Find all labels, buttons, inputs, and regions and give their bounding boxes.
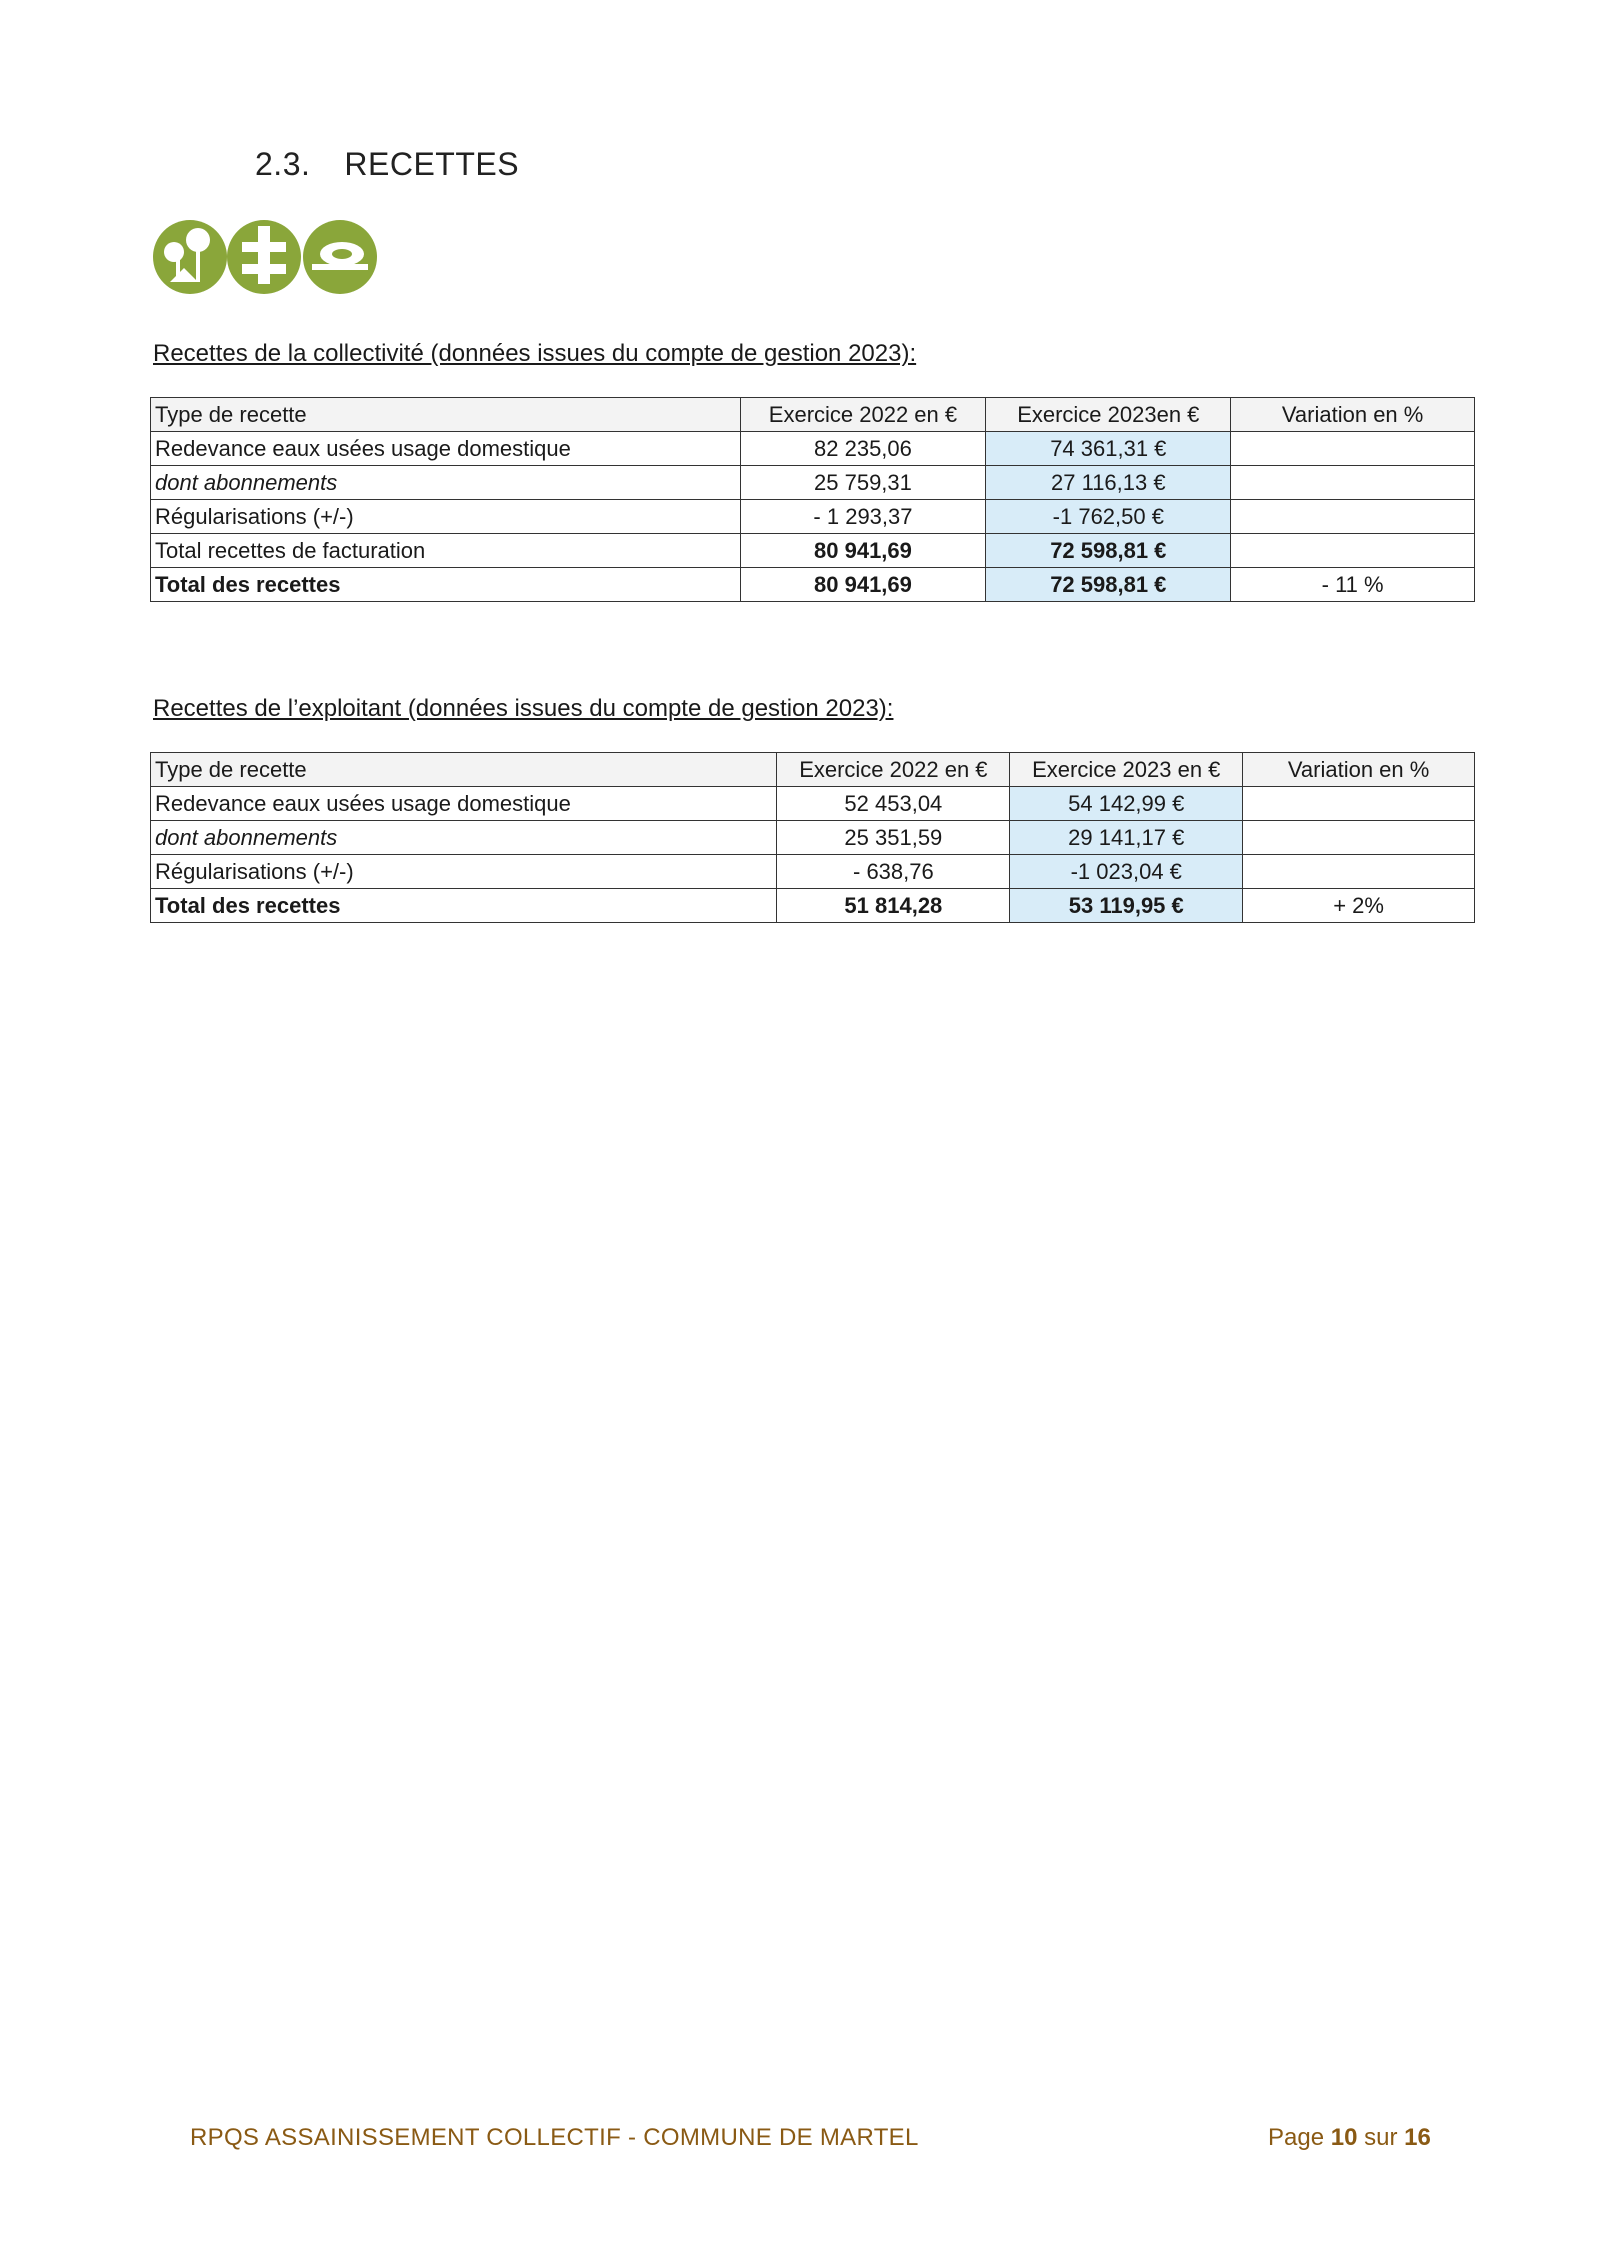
table-row bbox=[151, 432, 1475, 466]
row-2023: 29 141,17 € bbox=[1010, 821, 1243, 855]
table-row bbox=[151, 500, 1475, 534]
row-label: dont abonnements bbox=[151, 466, 741, 500]
ate-logo-icon bbox=[150, 212, 380, 302]
row-variation bbox=[1231, 466, 1475, 500]
row-2022: 80 941,69 bbox=[740, 534, 986, 568]
table-row-total bbox=[151, 889, 1475, 923]
row-2023: 27 116,13 € bbox=[986, 466, 1231, 500]
total-pages: 16 bbox=[1404, 2124, 1431, 2151]
current-page: 10 bbox=[1330, 2124, 1358, 2151]
table-row bbox=[151, 821, 1475, 855]
row-2023: 72 598,81 € bbox=[986, 534, 1231, 568]
row-label: Régularisations (+/-) bbox=[151, 855, 777, 889]
row-variation: - 11 % bbox=[1231, 568, 1475, 602]
page-mid: sur bbox=[1357, 2124, 1405, 2151]
header-type: Type de recette bbox=[151, 398, 741, 432]
row-2023: 72 598,81 € bbox=[986, 568, 1231, 602]
row-label: dont abonnements bbox=[151, 821, 777, 855]
exploitant-caption: Recettes de l’exploitant (données issues du compte de gestion 2023): bbox=[153, 695, 894, 722]
row-2023: 74 361,31 € bbox=[986, 432, 1231, 466]
row-label: Total recettes de facturation bbox=[151, 534, 741, 568]
header-2022: Exercice 2022 en € bbox=[777, 753, 1010, 787]
row-2023: -1 023,04 € bbox=[1010, 855, 1243, 889]
row-2023: -1 762,50 € bbox=[986, 500, 1231, 534]
page-prefix: Page bbox=[1268, 2124, 1331, 2151]
row-label: Redevance eaux usées usage domestique bbox=[151, 432, 741, 466]
row-2022: 80 941,69 bbox=[740, 568, 986, 602]
row-label: Total des recettes bbox=[151, 889, 777, 923]
row-2022: - 1 293,37 bbox=[740, 500, 986, 534]
row-2022: 25 351,59 bbox=[777, 821, 1010, 855]
page-number bbox=[1268, 2124, 1431, 2152]
section-name: RECETTES bbox=[344, 146, 520, 182]
table-header-row bbox=[151, 753, 1475, 787]
row-label: Redevance eaux usées usage domestique bbox=[151, 787, 777, 821]
row-label: Régularisations (+/-) bbox=[151, 500, 741, 534]
table-header-row bbox=[151, 398, 1475, 432]
row-2022: 82 235,06 bbox=[740, 432, 986, 466]
table-row bbox=[151, 466, 1475, 500]
row-variation bbox=[1231, 432, 1475, 466]
row-variation bbox=[1231, 534, 1475, 568]
row-2022: 51 814,28 bbox=[777, 889, 1010, 923]
collectivite-table bbox=[150, 397, 1475, 602]
row-variation bbox=[1243, 787, 1475, 821]
row-2023: 54 142,99 € bbox=[1010, 787, 1243, 821]
row-variation bbox=[1231, 500, 1475, 534]
row-2023: 53 119,95 € bbox=[1010, 889, 1243, 923]
header-2023: Exercice 2023en € bbox=[986, 398, 1231, 432]
section-number: 2.3. bbox=[255, 146, 311, 182]
header-type: Type de recette bbox=[151, 753, 777, 787]
section-title bbox=[255, 146, 519, 183]
table-row bbox=[151, 534, 1475, 568]
row-2022: 52 453,04 bbox=[777, 787, 1010, 821]
row-label: Total des recettes bbox=[151, 568, 741, 602]
row-variation bbox=[1243, 821, 1475, 855]
row-2022: - 638,76 bbox=[777, 855, 1010, 889]
exploitant-table bbox=[150, 752, 1475, 923]
table-row-total bbox=[151, 568, 1475, 602]
header-variation: Variation en % bbox=[1243, 753, 1475, 787]
header-2023: Exercice 2023 en € bbox=[1010, 753, 1243, 787]
row-variation: + 2% bbox=[1243, 889, 1475, 923]
footer-title: RPQS ASSAINISSEMENT COLLECTIF - COMMUNE DE MARTEL bbox=[190, 2124, 919, 2151]
table-row bbox=[151, 787, 1475, 821]
header-2022: Exercice 2022 en € bbox=[740, 398, 986, 432]
collectivite-caption: Recettes de la collectivité (données issues du compte de gestion 2023): bbox=[153, 340, 917, 367]
row-variation bbox=[1243, 855, 1475, 889]
header-variation: Variation en % bbox=[1231, 398, 1475, 432]
table-row bbox=[151, 855, 1475, 889]
row-2022: 25 759,31 bbox=[740, 466, 986, 500]
